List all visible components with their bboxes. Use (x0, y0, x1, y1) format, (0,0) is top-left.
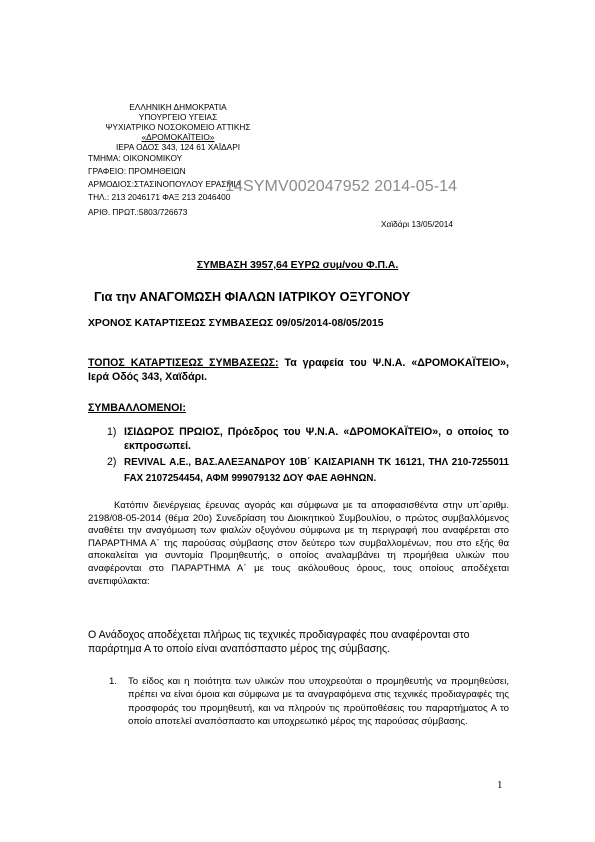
term-number: 1. (109, 676, 118, 687)
term-text: Το είδος και η ποιότητα των υλικών που υποχρεούται ο προμηθευτής να προμηθεύσει, πρέπει να είναι όμοια και σύμφωνα με τα αναγραφόμενα στις τεχνικές προδιαγραφές της προσφοράς του προμηθευτή, και να πληρούν τις προϋποθέσεις του παραρτήματος Α το οποίο αποτελεί αναπόσπαστο και υποχρεωτικό μέρος της παρούσας σύμβασης. (128, 676, 509, 728)
party-number: 1) (107, 426, 117, 438)
contract-location (88, 356, 509, 384)
party-number: 2) (107, 456, 117, 469)
paragraph-main-text: Κατόπιν διενέργειας έρευνας αγοράς και σύμφωνα με τα αποφασισθέντα στην υπ΄αριθμ. 2198/08-05-2014 (θέμα 20ο) Συνεδρίαση του Διοικητικού Συμβουλίου, ο πρώτος συμβαλλόμενος αναθέτει την αναγόμωση των φιαλών οξυγόνου σύμφωνα με τη περιγραφή που αναφέρεται στο ΠΑΡΑΡΤΗΜΑ Α΄ της παρούσας σύμβασης στον δεύτερο των συμβαλλομένων, που στο εξής θα αποκαλείται για συντομία Προμηθευτής, ο οποίος αναλαμβάνει τη προμήθεια υλικών που αναφέρονται στο ΠΑΡΑΡΤΗΜΑ Α΄ με τους ακόλουθους όρους, τους οποίους αποδέχεται ανεπιφύλακτα: (88, 500, 509, 587)
page-number: 1 (497, 779, 503, 791)
registry-stamp: 14SYMV002047952 2014-05-14 (225, 178, 458, 195)
place-date: Χαϊδάρι 13/05/2014 (381, 219, 453, 229)
party-text: REVIVAL Α.Ε., ΒΑΣ.ΑΛΕΞΑΝΔΡΟΥ 10Β΄ ΚΑΙΣΑΡΙΑΝΗ ΤΚ 16121, ΤΗΛ 210-7255011 FAX 2107254454, ΑΦΜ 999079132 ΔΟΥ ΦΑΕ ΑΘΗΝΩΝ. (124, 457, 509, 484)
letterhead-line: ΨΥΧΙΑΤΡΙΚΟ ΝΟΣΟΚΟΜΕΙΟ ΑΤΤΙΚΗΣ (105, 122, 251, 132)
contract-duration: ΧΡΟΝΟΣ ΚΑΤΑΡΤΙΣΕΩΣ ΣΥΜΒΑΣΕΩΣ 09/05/2014-08/05/2015 (88, 318, 384, 329)
department: ΤΜΗΜΑ: ΟΙΚΟΝΟΜΙΚΟΥ (88, 153, 183, 163)
letterhead-line: «ΔΡΟΜΟΚΑΪΤΕΙΟ» (141, 132, 215, 142)
parties-title: ΣΥΜΒΑΛΛΟΜΕΝΟΙ: (88, 402, 186, 414)
responsible-person: ΑΡΜΟΔΙΟΣ:ΣΤΑΣΙΝΟΠΟΥΛΟΥ ΕΡΑΣΜΙΑ (88, 179, 242, 189)
terms-list (109, 675, 509, 729)
party-item (107, 425, 509, 453)
sender-details (88, 153, 241, 217)
party-item (107, 455, 509, 485)
paragraph-contractor-text: Ο Ανάδοχος αποδέχεται πλήρως τις τεχνικές προδιαγραφές που αναφέρονται στο παράρτημα Α το οποίο είναι αναπόσπαστο μέρος της σύμβασης. (88, 629, 470, 656)
location-text: Τα γραφεία του Ψ.Ν.Α. «ΔΡΟΜΟΚΑΪΤΕΙΟ», Ιερά Οδός 343, Χαϊδάρι. (88, 357, 509, 384)
party-text: ΙΣΙΔΩΡΟΣ ΠΡΩΙΟΣ, Πρόεδρος του Ψ.Ν.Α. «ΔΡΟΜΟΚΑΪΤΕΙΟ», ο οποίος το εκπροσωπεί. (124, 426, 509, 453)
office: ΓΡΑΦΕΙΟ: ΠΡΟΜΗΘΕΙΩΝ (88, 166, 186, 176)
protocol-number: ΑΡΙΘ. ΠΡΩΤ.:5803/726673 (88, 207, 188, 217)
parties-list (107, 425, 509, 486)
paragraph-contractor (88, 628, 514, 656)
letterhead (78, 102, 278, 152)
term-item (109, 675, 509, 729)
contract-subject: Για την ΑΝΑΓΟΜΩΣΗ ΦΙΑΛΩΝ ΙΑΤΡΙΚΟΥ ΟΞΥΓΟΝΟΥ (94, 290, 411, 304)
contract-title: ΣΥΜΒΑΣΗ 3957,64 ΕΥΡΩ συμ/νου Φ.Π.Α. (196, 260, 399, 271)
location-label: ΤΟΠΟΣ ΚΑΤΑΡΤΙΣΕΩΣ ΣΥΜΒΑΣΕΩΣ: (88, 357, 279, 369)
letterhead-line: ΥΠΟΥΡΓΕΙΟ ΥΓΕΙΑΣ (138, 112, 218, 122)
paragraph-main (88, 500, 509, 588)
letterhead-line: ΙΕΡΑ ΟΔΟΣ 343, 124 61 ΧΑΪΔΑΡΙ (115, 142, 241, 152)
letterhead-line: ΕΛΛΗΝΙΚΗ ΔΗΜΟΚΡΑΤΙΑ (129, 102, 227, 112)
phone-fax: ΤΗΛ.: 213 2046171 ΦΑΞ 213 2046400 (88, 192, 231, 202)
